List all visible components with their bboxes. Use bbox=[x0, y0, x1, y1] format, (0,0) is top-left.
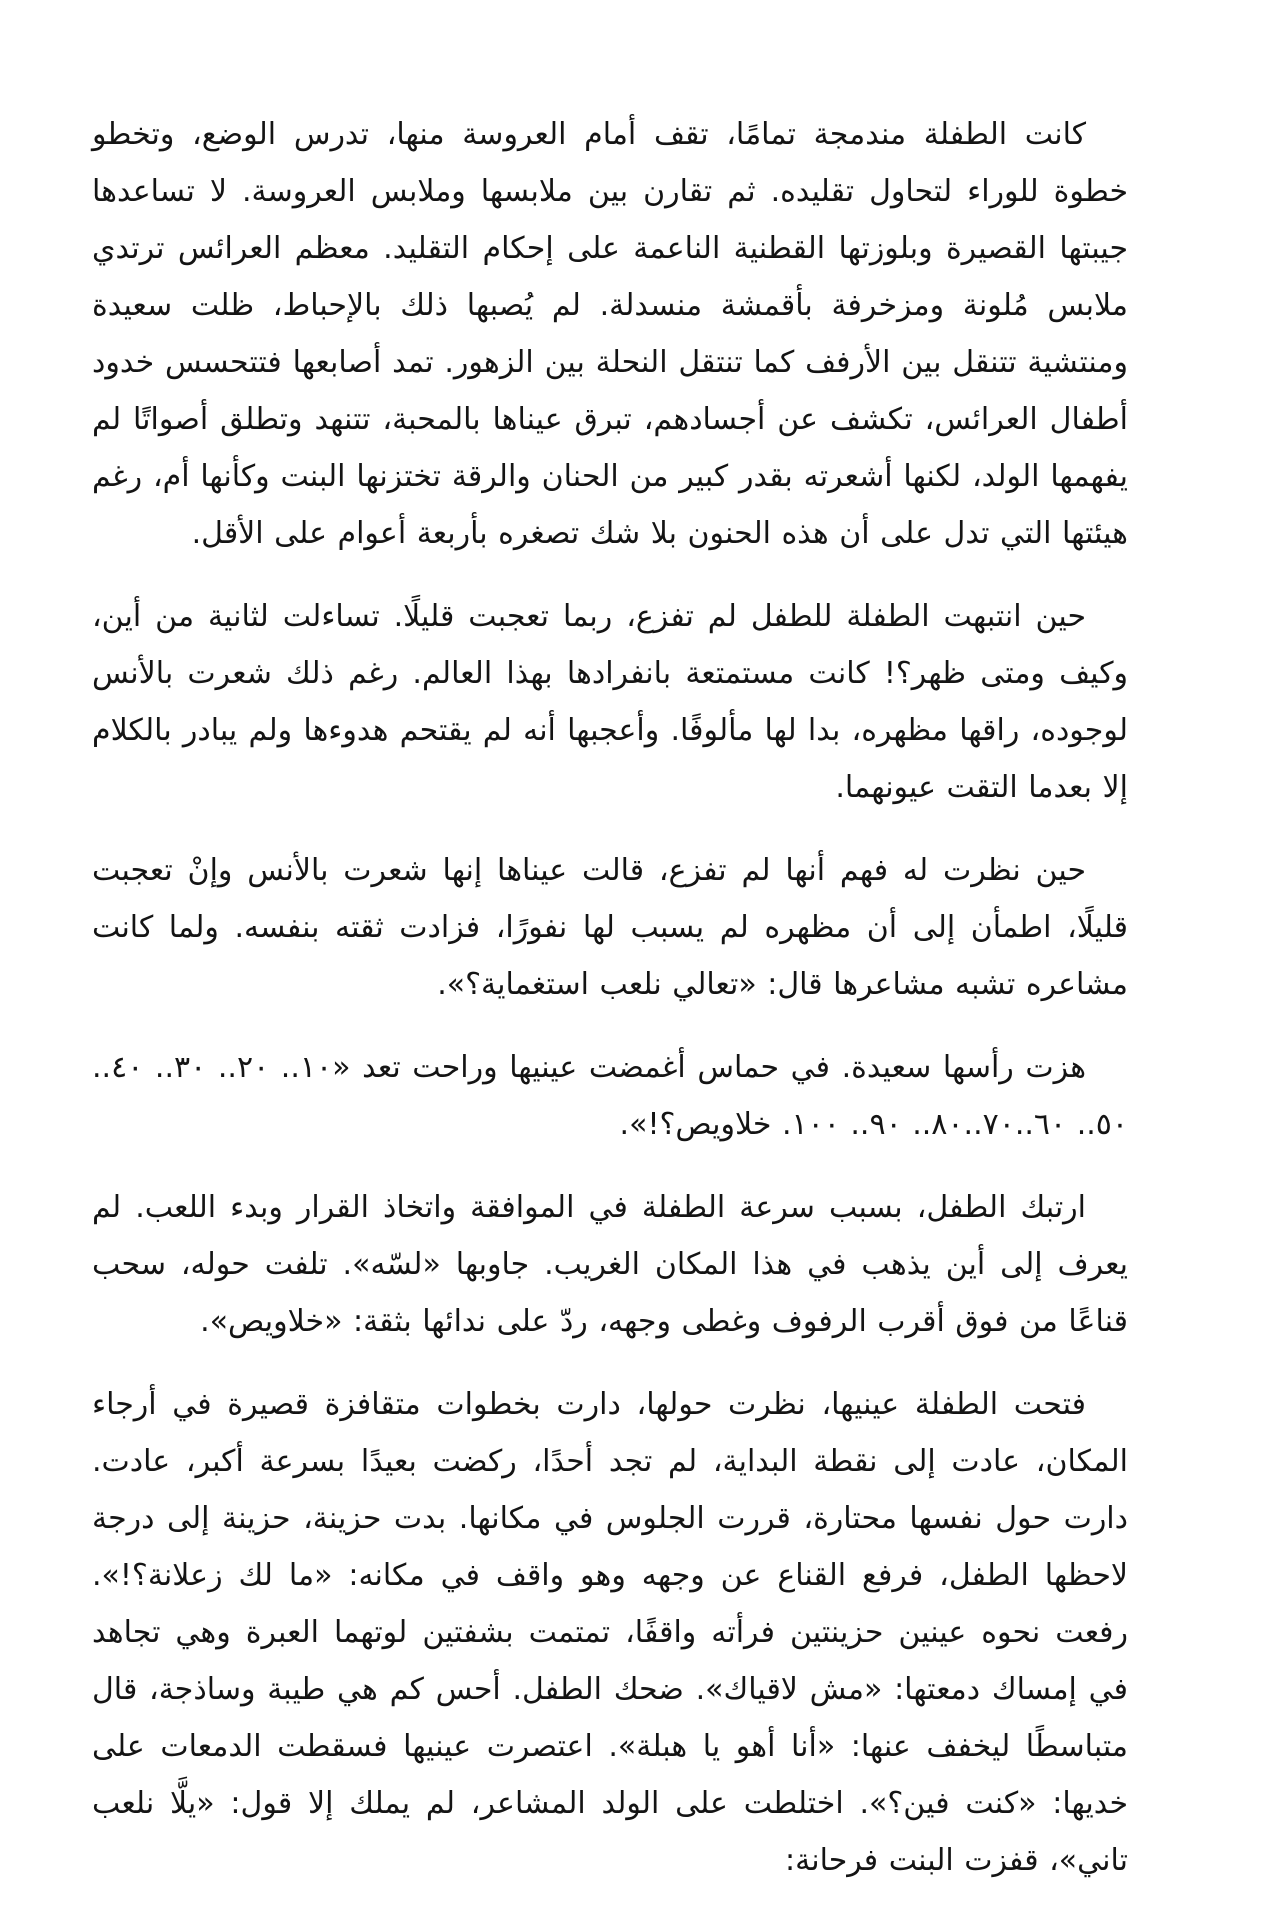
body-paragraph-5: ارتبك الطفل، بسبب سرعة الطفلة في الموافقة واتخاذ القرار وبدء اللعب. لم يعرف إلى أين يذهب في هذا المكان الغريب. جاوبها «لسّه». تلفت حوله، سحب قناعًا من فوق أقرب الرفوف وغطى وجهه، ردّ على ندائها بثقة: «خلاويص». bbox=[92, 1190, 1128, 1339]
body-paragraph-6: فتحت الطفلة عينيها، نظرت حولها، دارت بخطوات متقافزة قصيرة في أرجاء المكان، عادت إلى نقطة البداية، لم تجد أحدًا، ركضت بعيدًا بسرعة أكبر، عادت. دارت حول نفسها محتارة، قررت الجلوس في مكانها. بدت حزينة، حزينة إلى درجة لاحظها الطفل، فرفع القناع عن وجهه وهو واقف في مكانه: «ما لك زعلانة؟!». رفعت نحوه عينين حزينتين فرأته واقفًا، تمتمت بشفتين لوتهما العبرة وهي تجاهد في إمساك دمعتها: «مش لاقياك». ضحك الطفل. أحس كم هي طيبة وساذجة، قال متباسطًا ليخفف عنها: «أنا أهو يا هبلة». اعتصرت عينيها فسقطت الدمعات على خديها: «كنت فين؟». اختلطت على الولد المشاعر، لم يملك إلا قول: «يلَّا نلعب تاني»، قفزت البنت فرحانة: bbox=[92, 1387, 1128, 1878]
body-paragraph-3: حين نظرت له فهم أنها لم تفزع، قالت عيناها إنها شعرت بالأنس وإنْ تعجبت قليلًا، اطمأن إلى أن مظهره لم يسبب لها نفورًا، فزادت ثقته بنفسه. ولما كانت مشاعره تشبه مشاعرها قال: «تعالي نلعب استغماية؟». bbox=[92, 853, 1128, 1002]
body-paragraph-2: حين انتبهت الطفلة للطفل لم تفزع، ربما تعجبت قليلًا. تساءلت لثانية من أين، وكيف ومتى ظهر؟! كانت مستمتعة بانفرادها بهذا العالم. رغم ذلك شعرت بالأنس لوجوده، راقها مظهره، بدا لها مألوفًا. وأعجبها أنه لم يقتحم هدوءها ولم يبادر بالكلام إلا بعدما التقت عيونهما. bbox=[92, 599, 1128, 805]
body-paragraph-4: هزت رأسها سعيدة. في حماس أغمضت عينيها وراحت تعد «١٠.. ٢٠.. ٣٠.. ٤٠.. ٥٠.. ٦٠..٧٠..٨٠.. ٩٠.. ١٠٠. خلاويص؟!». bbox=[92, 1050, 1128, 1142]
body-paragraph-1: كانت الطفلة مندمجة تمامًا، تقف أمام العروسة منها، تدرس الوضع، وتخطو خطوة للوراء لتحاول تقليده. ثم تقارن بين ملابسها وملابس العروسة. لا تساعدها جيبتها القصيرة وبلوزتها القطنية الناعمة على إحكام التقليد. معظم العرائس ترتدي ملابس مُلونة ومزخرفة بأقمشة منسدلة. لم يُصبها ذلك بالإحباط، ظلت سعيدة ومنتشية تتنقل بين الأرفف كما تنتقل النحلة بين الزهور. تمد أصابعها فتتحسس خدود أطفال العرائس، تكشف عن أجسادهم، تبرق عيناها بالمحبة، تتنهد وتطلق أصواتًا لم يفهمها الولد، لكنها أشعرته بقدر كبير من الحنان والرقة تختزنها البنت وكأنها أم، رغم هيئتها التي تدل على أن هذه الحنون بلا شك تصغره بأربعة أعوام على الأقل. bbox=[92, 117, 1128, 551]
